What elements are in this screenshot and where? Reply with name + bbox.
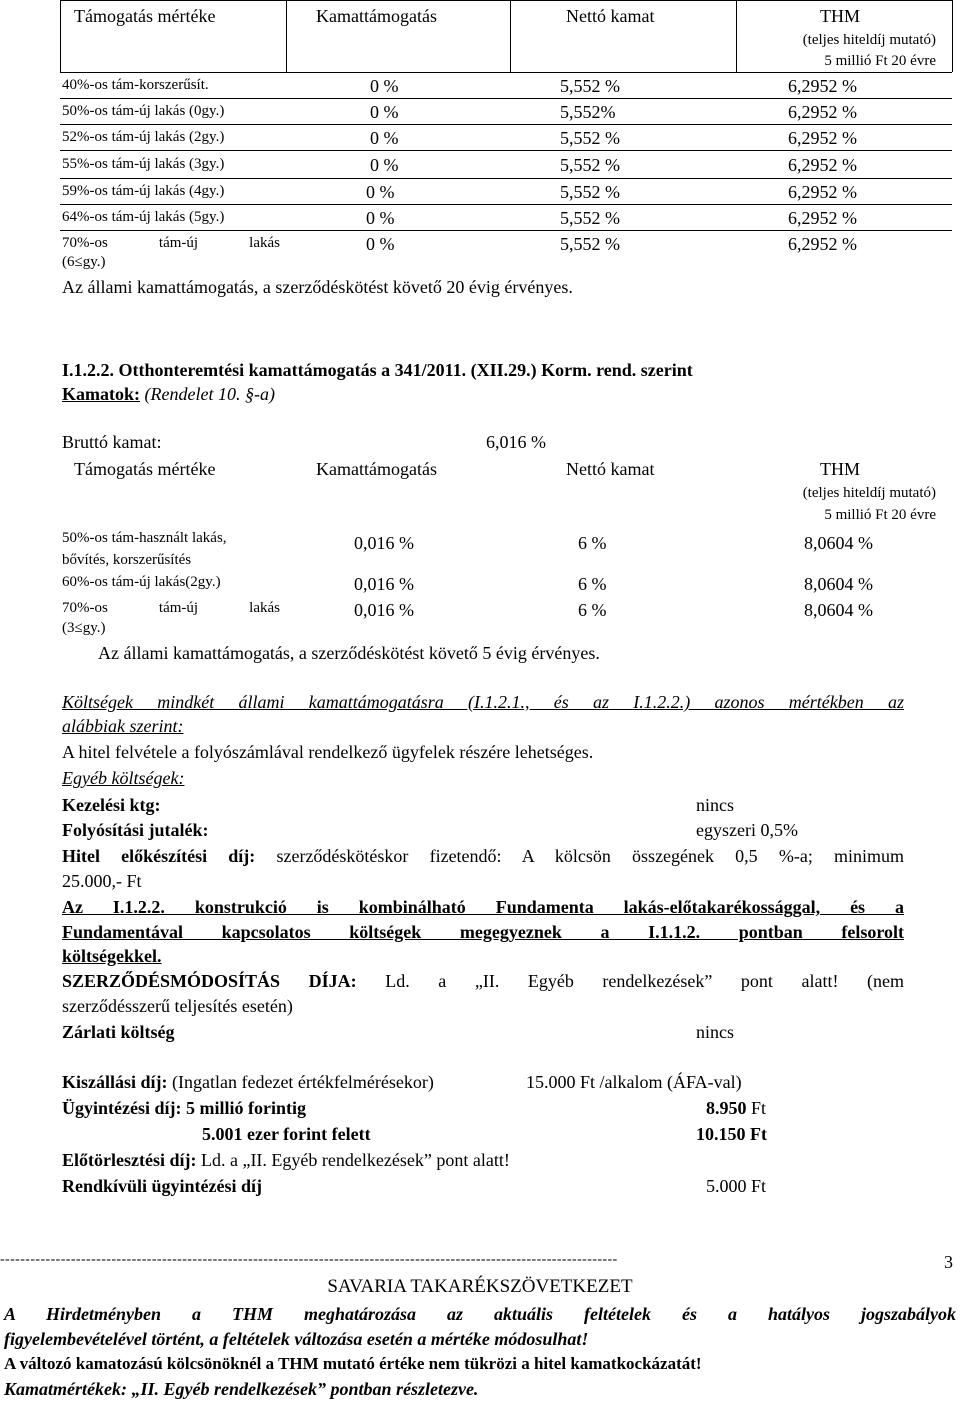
row-thm: 6,2952 % [788,208,857,228]
szerzodes-text: Ld. a „II. Egyéb rendelkezések” pont alatt! (nem [385,971,905,991]
zarlati-label: Zárlati költség [62,1022,175,1042]
kombinalhato-1: Az I.1.2.2. konstrukció is kombinálható Fundamenta lakás-előtakarékossággal, és a [62,897,904,917]
row-kamattamogatas: 0 % [370,128,399,148]
rendkivuli-value: 5.000 Ft [706,1176,767,1196]
row-kamattamogatas: 0 % [370,76,399,96]
row-label: 64%-os tám-új lakás (5gy.) [62,209,225,225]
felett-label: 5.001 ezer forint felett [202,1124,371,1144]
elokeszitesi-label: Hitel előkészítési díj: [62,846,256,866]
rendelet-ref: (Rendelet 10. §-a) [144,384,275,404]
row-label-2: bővítés, korszerűsítés [62,552,192,568]
row-netto: 5,552% [560,102,616,122]
row-label: 59%-os tám-új lakás (4gy.) [62,183,225,199]
footer-line-3: A változó kamatozású kölcsönöknél a THM mutató értéke nem tükrözi a hitel kamatkockázatát! [4,1354,702,1373]
kiszallasi-label: Kiszállási díj: [62,1072,168,1092]
row-netto: 6 % [578,574,607,594]
brutto-value: 6,016 % [486,432,546,452]
kiszallasi-value: 15.000 Ft /alkalom (ÁFA-val) [526,1072,742,1092]
kiszallasi-line [62,1072,434,1093]
costs-heading-2: alábbiak szerint: [62,716,184,736]
footer-dashes: -------------------------------------------------------------------------------------------------------------------------- [0,1252,618,1267]
row-netto: 5,552 % [560,155,620,175]
table-1-header-kamattamogatas: Kamattámogatás [316,6,437,26]
footer-org: SAVARIA TAKARÉKSZÖVETKEZET [327,1276,633,1297]
row-label: 52%-os tám-új lakás (2gy.) [62,129,225,145]
row-kamattamogatas: 0 % [366,182,395,202]
egyeb-koltsegek: Egyéb költségek: [62,768,185,788]
table-1-thm-sub1: (teljes hiteldíj mutató) [802,32,936,48]
kombinalhato-2: Fundamentával kapcsolatos költségek megegyeznek a I.1.1.2. pontban felsorolt [62,922,904,942]
ugyintezesi-unit: Ft [751,1098,767,1118]
row-netto: 5,552 % [560,76,620,96]
row-thm: 6,2952 % [788,102,857,122]
row-kamattamogatas: 0 % [370,155,399,175]
kezelesi-label: Kezelési ktg: [62,795,161,815]
row-thm: 6,2952 % [788,182,857,202]
row-thm: 8,0604 % [804,574,873,594]
szerzodes-text-2: szerződésszerű teljesítés esetén) [62,996,293,1016]
szerzodes-line [62,971,904,992]
row-netto: 5,552 % [560,182,620,202]
table-2-header-kamattamogatas: Kamattámogatás [316,459,437,479]
ugyintezesi-label: Ügyintézési díj: 5 millió forintig [62,1098,306,1118]
elokeszitesi-text-2: 25.000,- Ft [62,871,142,891]
ugyintezesi-value [706,1098,766,1119]
zarlati-value: nincs [696,1022,734,1042]
elokeszitesi-line [62,846,904,867]
row-netto: 5,552 % [560,128,620,148]
row-thm: 6,2952 % [788,128,857,148]
row-thm: 8,0604 % [804,533,873,553]
table-2-thm-sub1: (teljes hiteldíj mutató) [802,485,936,501]
costs-heading: Költségek mindkét állami kamattámogatásra (I.1.2.1., és az I.1.2.2.) azonos mértékben az [62,692,904,712]
row-kamattamogatas: 0,016 % [354,533,414,553]
elokeszitesi-text: szerződéskötéskor fizetendő: A kölcsön összegének 0,5 %-a; minimum [276,846,905,866]
row-thm: 8,0604 % [804,600,873,620]
table-1-thm-sub2: 5 millió Ft 20 évre [824,53,936,69]
kamatok-label: Kamatok: [62,384,140,404]
table-1-note: Az állami kamattámogatás, a szerződéskötést követő 20 évig érvényes. [62,277,573,297]
hitel-felvetel: A hitel felvétele a folyószámlával rendelkező ügyfelek részére lehetséges. [62,742,594,762]
row-label: 50%-os tám-új lakás (0gy.) [62,103,225,119]
row-kamattamogatas: 0 % [366,234,395,254]
row-kamattamogatas: 0,016 % [354,574,414,594]
table-2-header-netto: Nettó kamat [566,459,655,479]
elotorleszt-line [62,1150,510,1171]
elotorleszt-label: Előtörlesztési díj: [62,1150,197,1170]
kezelesi-value: nincs [696,795,734,815]
section-heading: I.1.2.2. Otthonteremtési kamattámogatás a 341/2011. (XII.29.) Korm. rend. szerint [62,360,693,380]
row-label: 50%-os tám-használt lakás, [62,530,227,546]
folyositasi-value: egyszeri 0,5% [696,820,798,840]
table-2-note: Az állami kamattámogatás, a szerződéskötést követő 5 évig érvényes. [98,643,600,663]
table-1-header-tamogatas: Támogatás mértéke [74,6,216,26]
row-thm: 6,2952 % [788,76,857,96]
kombinalhato-3: költségekkel. [62,946,162,966]
row-label: 55%-os tám-új lakás (3gy.) [62,156,225,172]
row-kamattamogatas: 0,016 % [354,600,414,620]
row-thm: 6,2952 % [788,234,857,254]
row-netto: 5,552 % [560,234,620,254]
ugyintezesi-amount: 8.950 [706,1098,747,1118]
row-label: 70%-os tám-új lakás [62,235,280,251]
row-kamattamogatas: 0 % [370,102,399,122]
kamatok-line [62,384,275,405]
row-netto: 6 % [578,533,607,553]
table-1-header-thm: THM [820,6,860,26]
kiszallasi-text: (Ingatlan fedezet értékfelmérésekor) [172,1072,434,1092]
row-label-2: (3≤gy.) [62,620,106,636]
elotorleszt-text: Ld. a „II. Egyéb rendelkezések” pont alatt! [200,1150,510,1170]
felett-value: 10.150 Ft [696,1124,767,1144]
folyositasi-label: Folyósítási jutalék: [62,820,209,840]
row-label: 40%-os tám-korszerűsít. [62,77,209,93]
szerzodes-label: SZERZŐDÉSMÓDOSÍTÁS DÍJA: [62,971,357,991]
page-number: 3 [944,1252,953,1272]
brutto-label: Bruttó kamat: [62,432,162,452]
table-2-header-tamogatas: Támogatás mértéke [74,459,216,479]
rendkivuli-label: Rendkívüli ügyintézési díj [62,1176,263,1196]
row-kamattamogatas: 0 % [366,208,395,228]
row-thm: 6,2952 % [788,155,857,175]
table-2-header-thm: THM [820,459,860,479]
table-2-thm-sub2: 5 millió Ft 20 évre [824,507,936,523]
row-label: 70%-os tám-új lakás [62,600,280,616]
row-netto: 6 % [578,600,607,620]
footer-line-1: A Hirdetményben a THM meghatározása az aktuális feltételek és a hatályos jogszabályok [4,1304,956,1324]
row-netto: 5,552 % [560,208,620,228]
footer-line-2: figyelembevételével történt, a feltételek változása esetén a mértéke módosulhat! [4,1329,589,1349]
table-1-header-netto: Nettó kamat [566,6,655,26]
row-label-2: (6≤gy.) [62,254,106,270]
row-label: 60%-os tám-új lakás(2gy.) [62,574,221,590]
footer-line-4: Kamatmértékek: „II. Egyéb rendelkezések” pontban részletezve. [4,1379,479,1399]
